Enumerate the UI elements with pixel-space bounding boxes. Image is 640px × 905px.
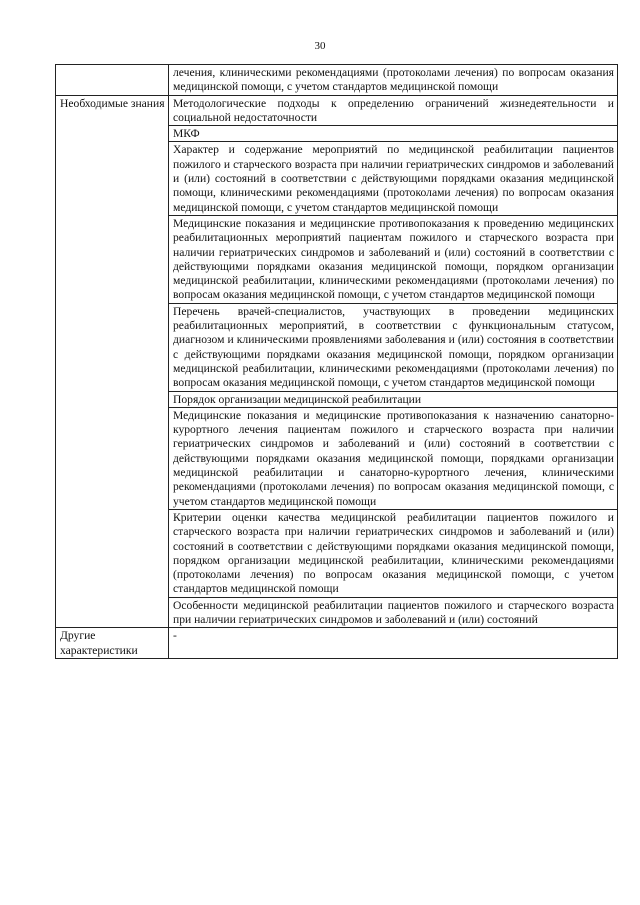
content-cell: Порядок организации медицинской реабилитации (169, 391, 618, 407)
table-row (56, 95, 618, 126)
content-cell: Характер и содержание мероприятий по медицинской реабилитации пациентов пожилого и старческого возраста при наличии гериатрических синдромов и заболеваний и (или) состояний в соответствии с действующими порядками оказания медицинской помощи, клиническими рекомендациями (протоколами лечения) по вопросам оказания медицинской помощи, с учетом стандартов медицинской помощи (169, 142, 618, 215)
requirements-table (55, 64, 618, 659)
page-number: 30 (314, 40, 326, 52)
row-label-other: Другие характеристики (56, 628, 169, 659)
table-row (56, 628, 618, 659)
row-label-knowledge: Необходимые знания (56, 95, 169, 628)
content-cell: Особенности медицинской реабилитации пациентов пожилого и старческого возраста при наличии гериатрических синдромов и заболеваний и (или) состояний (169, 597, 618, 628)
content-cell: Критерии оценки качества медицинской реабилитации пациентов пожилого и старческого возраста при наличии гериатрических синдромов и заболеваний и (или) состояний в соответствии с действующими порядками оказания медицинской помощи, порядком организации медицинской реабилитации, клиническими рекомендациями (протоколами лечения) по вопросам оказания медицинской помощи, с учетом стандартов медицинской помощи (169, 509, 618, 597)
row-label-empty (56, 65, 169, 96)
table-row (56, 65, 618, 96)
content-cell: Методологические подходы к определению ограничений жизнедеятельности и социальной недостаточности (169, 95, 618, 126)
content-cell: Медицинские показания и медицинские противопоказания к проведению медицинских реабилитационных мероприятий пациентам пожилого и старческого возраста при наличии гериатрических синдромов и заболеваний и (или) состояний в соответствии с действующими порядками оказания медицинской помощи, порядком организации медицинской реабилитации, клиническими рекомендациями (протоколами лечения) по вопросам оказания медицинской помощи, с учетом стандартов медицинской помощи (169, 215, 618, 303)
content-cell: МКФ (169, 126, 618, 142)
content-cell: лечения, клиническими рекомендациями (протоколами лечения) по вопросам оказания медицинской помощи, с учетом стандартов медицинской помощи (169, 65, 618, 96)
content-cell: - (169, 628, 618, 659)
content-cell: Медицинские показания и медицинские противопоказания к назначению санаторно-курортного лечения пациентам пожилого и старческого возраста при наличии гериатрических синдромов и заболеваний и (или) состояний в соответствии с действующими порядками оказания медицинской помощи, порядками организации медицинской реабилитации и санаторно-курортного лечения, клиническими рекомендациями (протоколами лечения) по вопросам оказания медицинской помощи, с учетом стандартов медицинской помощи (169, 407, 618, 509)
content-cell: Перечень врачей-специалистов, участвующих в проведении медицинских реабилитационных мероприятий, в соответствии с функциональным статусом, диагнозом и клиническими проявлениями заболевания и (или) состояния в соответствии с действующими порядками оказания медицинской помощи, порядком организации медицинской реабилитации, клиническими рекомендациями (протоколами лечения) по вопросам оказания медицинской помощи, с учетом стандартов медицинской помощи (169, 303, 618, 391)
